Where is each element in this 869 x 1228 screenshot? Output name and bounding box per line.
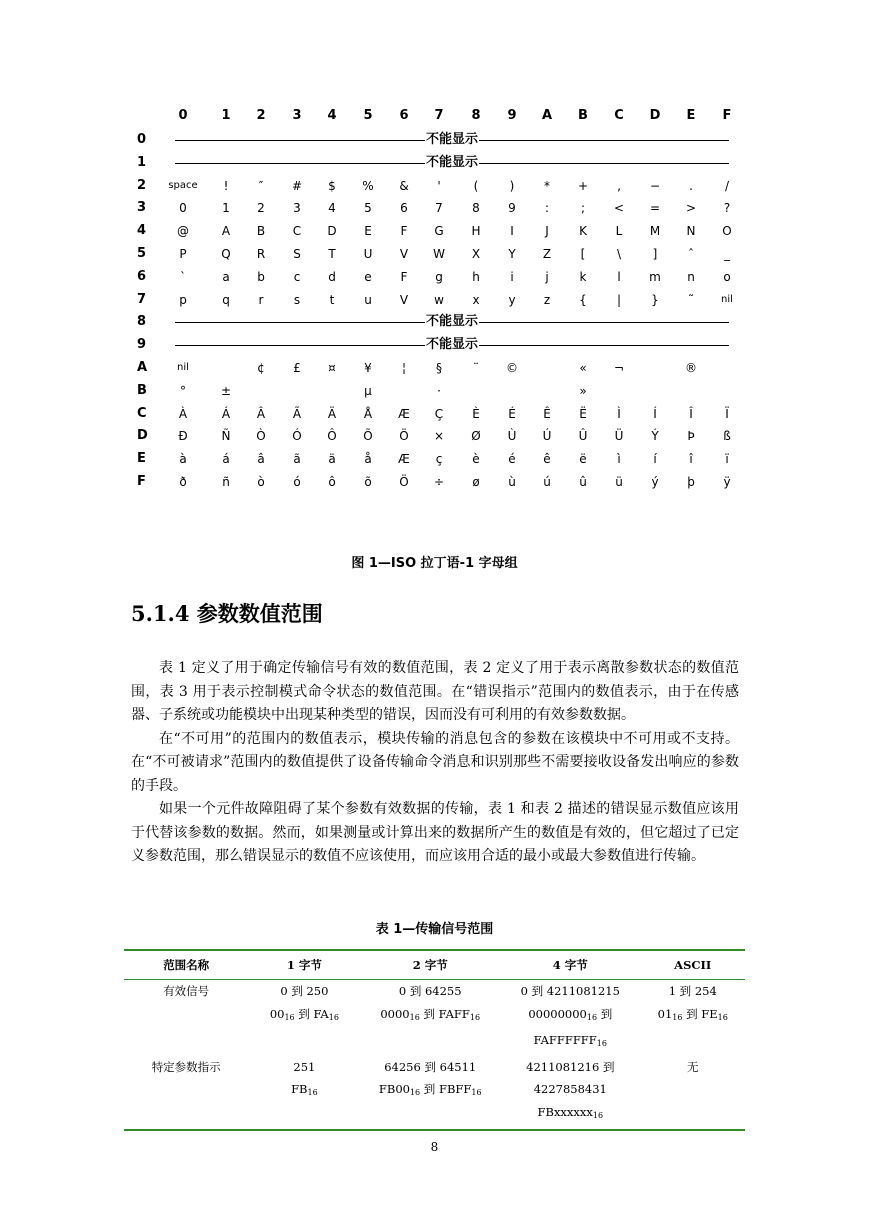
char-cell: p	[179, 292, 187, 307]
char-cell: è	[472, 452, 480, 467]
column-header: C	[614, 108, 624, 123]
row-label: 4	[137, 223, 147, 239]
char-cell: L	[615, 224, 623, 239]
char-cell: space	[168, 179, 198, 191]
char-cell: )	[509, 178, 515, 193]
not-displayable-label: 不能显示	[425, 154, 479, 170]
char-cell: I	[510, 224, 514, 239]
header-2-byte: 2 字节	[360, 950, 500, 980]
char-cell: Ê	[543, 406, 551, 421]
char-cell: ê	[543, 452, 551, 467]
char-cell: a	[222, 269, 230, 284]
char-cell: $	[328, 178, 336, 193]
char-cell: c	[293, 269, 301, 284]
char-cell: Æ	[398, 406, 410, 421]
char-cell: Æ	[398, 452, 410, 467]
char-cell: u	[364, 292, 372, 307]
iso-latin1-charset-table	[0, 0, 869, 500]
char-cell: á	[222, 452, 230, 467]
char-cell: ±	[220, 383, 232, 398]
char-cell: Ë	[579, 406, 587, 421]
char-cell: Í	[653, 406, 657, 421]
char-cell: >	[685, 201, 697, 216]
char-cell: û	[579, 475, 587, 489]
row-label: A	[137, 360, 148, 375]
char-cell: Ö	[399, 475, 409, 489]
char-cell: ®	[685, 361, 697, 375]
char-cell: ¨	[473, 361, 479, 375]
char-cell: |	[616, 292, 622, 307]
char-cell: e	[364, 269, 372, 284]
char-cell: ô	[328, 475, 336, 489]
char-cell: ë	[579, 452, 587, 467]
column-header: 2	[256, 108, 266, 123]
char-cell: Û	[578, 429, 588, 444]
char-cell: ì	[617, 452, 621, 467]
char-cell: U	[363, 247, 373, 261]
char-cell: «	[579, 361, 587, 375]
cell-ascii: 1 到 254 $01_{16}$ 到 $FE_{16}$	[657, 984, 728, 1022]
not-displayable-label: 不能显示	[425, 132, 479, 147]
char-cell: W	[433, 247, 445, 261]
column-header: 8	[471, 108, 481, 123]
char-cell: ü	[615, 475, 623, 489]
char-cell: x	[472, 292, 480, 307]
char-cell: /	[724, 178, 730, 193]
page-number: 8	[430, 1140, 439, 1154]
char-cell: Ç	[434, 406, 444, 421]
char-cell: }	[651, 292, 659, 307]
header-range-name: 范围名称	[124, 950, 248, 980]
char-cell: ÿ	[723, 475, 731, 489]
char-cell: 5	[364, 201, 372, 216]
char-cell: È	[472, 406, 480, 421]
cell-2-byte: 0 到 64255 $0000_{16}$ 到 $FAFF_{16}$	[380, 984, 481, 1022]
char-cell: O	[722, 224, 732, 239]
char-cell: `	[180, 269, 186, 284]
row-label: F	[137, 474, 146, 489]
char-cell: Ã	[292, 406, 302, 421]
char-cell: Ú	[542, 429, 552, 444]
row-label: B	[137, 382, 147, 398]
char-cell: Â	[256, 406, 266, 421]
char-cell: _	[724, 247, 730, 261]
char-cell: l	[617, 269, 621, 284]
column-header: 7	[434, 108, 444, 123]
char-cell: ¦	[401, 361, 407, 375]
char-cell: F	[400, 269, 408, 284]
row-name-special-parameter: 特定参数指示	[124, 1056, 248, 1131]
char-cell: F	[400, 224, 408, 239]
char-cell: À	[178, 406, 188, 421]
column-header: 9	[507, 108, 517, 123]
char-cell: J	[545, 224, 549, 239]
char-cell: ″	[258, 178, 264, 193]
row-label: 7	[137, 291, 147, 307]
char-cell: ?	[723, 201, 731, 216]
char-cell: d	[328, 269, 336, 284]
char-cell: (	[473, 178, 479, 193]
char-cell: Ï	[725, 406, 729, 421]
char-cell: 8	[472, 201, 480, 216]
char-cell: {	[579, 292, 587, 307]
row-label: 8	[137, 314, 147, 330]
char-cell: X	[471, 247, 481, 261]
char-cell: #	[291, 178, 303, 193]
char-cell: å	[364, 452, 372, 467]
body-paragraphs	[131, 657, 739, 869]
char-cell: 4	[328, 201, 336, 216]
char-cell: y	[508, 292, 516, 307]
not-displayable-range	[175, 132, 729, 148]
cell-1-byte: 251 $FB_{16}$	[248, 1056, 360, 1131]
char-cell: j	[545, 269, 549, 284]
char-cell: q	[222, 292, 230, 307]
char-cell: ˜	[688, 292, 694, 307]
signal-range-table	[124, 949, 745, 1131]
char-cell: w	[434, 292, 444, 307]
cell-2-byte: 64256 到 64511 $FB00_{16}$ 到 $FBFF_{16}$	[360, 1056, 500, 1131]
char-cell: ç	[435, 452, 443, 467]
row-label: D	[137, 428, 148, 444]
column-header: 4	[327, 108, 337, 123]
char-cell: Ô	[327, 429, 337, 444]
char-cell: Ý	[651, 429, 659, 444]
row-label: 9	[137, 337, 147, 353]
paragraph-1: 表 1 定义了用于确定传输信号有效的数值范围，表 2 定义了用于表示离散参数状态的数值范围，表 3 用于表示控制模式命令状态的数值范围。在“错误指示”范围内的数值表示，由于在传感器、子系统或功能模块中出现某种类型的错误，因而没有可利用的有效参数数据。	[131, 660, 739, 723]
char-cell: k	[579, 269, 587, 284]
char-cell: Ö	[399, 429, 409, 444]
char-cell: m	[649, 269, 661, 284]
char-cell: ¬	[613, 361, 625, 375]
char-cell: £	[293, 361, 301, 375]
char-cell: 0	[179, 201, 187, 216]
char-cell: é	[508, 452, 516, 467]
char-cell: M	[649, 224, 661, 239]
char-cell: i	[510, 269, 514, 284]
row-name-valid-signal: 有效信号	[163, 984, 210, 998]
not-displayable-range	[175, 337, 729, 353]
char-cell: í	[653, 452, 657, 467]
cell-4-byte: 4211081216 到 4227858431 FBxxxxxx$_{16}$	[500, 1056, 640, 1131]
row-label: 1	[137, 154, 147, 170]
char-cell: G	[434, 224, 444, 239]
char-cell: z	[543, 292, 551, 307]
char-cell: î	[689, 452, 693, 467]
char-cell: %	[362, 178, 374, 193]
column-header: E	[686, 108, 696, 123]
char-cell: §	[436, 361, 442, 375]
char-cell: Q	[221, 247, 231, 261]
row-label: 5	[137, 246, 147, 261]
char-cell: T	[328, 247, 336, 261]
row-label: 6	[137, 268, 147, 284]
char-cell: Ó	[292, 429, 302, 444]
char-cell: »	[579, 383, 587, 398]
paragraph-3: 如果一个元件故障阻碍了某个参数有效数据的传输，表 1 和表 2 描述的错误显示数值应该用于代替该参数的数据。然而，如果测量或计算出来的数据所产生的数值是有效的，但它超过了已定义参数范围，那么错误显示的数值不应该使用，而应该用合适的最小或最大参数值进行传输。	[131, 801, 739, 864]
char-cell: Ì	[617, 406, 621, 421]
column-header: F	[722, 108, 732, 123]
table-row	[124, 1056, 745, 1131]
char-cell: ã	[293, 452, 301, 467]
column-header: 3	[292, 108, 302, 123]
char-cell: E	[364, 224, 372, 239]
char-cell: ý	[651, 475, 659, 489]
char-cell: r	[258, 292, 264, 307]
char-cell: µ	[364, 383, 372, 398]
char-cell: Ñ	[221, 429, 231, 444]
char-cell: Ð	[178, 429, 188, 444]
char-cell: Þ	[687, 429, 695, 444]
char-cell: þ	[687, 475, 695, 489]
section-heading: 5.1.4 参数数值范围	[131, 601, 323, 626]
cell-1-byte: 0 到 250 $00_{16}$ 到 $FA_{16}$	[269, 984, 339, 1022]
char-cell: s	[293, 292, 301, 307]
char-cell: Ù	[507, 429, 517, 444]
char-cell: Ø	[471, 429, 481, 444]
char-cell: [	[580, 247, 586, 261]
char-cell: S	[293, 247, 301, 261]
column-header: D	[649, 108, 661, 123]
figure-caption: 图 1—ISO 拉丁语-1 字母组	[351, 556, 518, 571]
char-cell: ó	[293, 475, 301, 489]
table-row	[124, 980, 745, 1056]
char-cell: 3	[293, 201, 301, 216]
row-label: C	[137, 405, 147, 421]
char-cell: õ	[364, 475, 372, 489]
column-header: 0	[178, 108, 188, 123]
row-label: 3	[137, 200, 147, 216]
char-cell: â	[257, 452, 265, 467]
char-cell: −	[649, 178, 661, 193]
char-cell: B	[256, 224, 266, 239]
column-header: A	[541, 108, 553, 123]
char-cell: D	[327, 224, 337, 239]
char-cell: ù	[508, 475, 516, 489]
char-cell: g	[435, 269, 443, 284]
char-cell: +	[577, 178, 589, 193]
char-cell: H	[471, 224, 481, 239]
char-cell: ·	[437, 383, 441, 398]
cell-ascii: 无	[641, 1056, 746, 1131]
char-cell: <	[613, 201, 625, 216]
char-cell: 9	[508, 201, 516, 216]
char-cell: ˆ	[688, 247, 694, 261]
header-1-byte: 1 字节	[248, 950, 360, 980]
char-cell: ]	[652, 247, 658, 261]
cell-4-byte: 0 到 4211081215 $00000000_{16}$ 到 $FAFFFFFF_{16}$	[520, 984, 620, 1048]
char-cell: 6	[400, 201, 408, 216]
paragraph-2: 在“不可用”的范围内的数值表示，模块传输的消息包含的参数在该模块中不可用或不支持。在“不可被请求”范围内的数值提供了设备传输命令消息和识别那些不需要接收设备发出响应的参数的手段。	[131, 730, 739, 794]
char-cell: ¤	[328, 361, 336, 375]
char-cell: V	[399, 292, 409, 307]
char-cell: à	[179, 452, 187, 467]
char-cell: ,	[617, 178, 621, 193]
char-cell: Á	[221, 406, 231, 421]
char-cell: ;	[580, 201, 586, 216]
char-cell: 7	[435, 201, 443, 216]
char-cell: A	[221, 224, 231, 239]
char-cell: ú	[543, 475, 551, 489]
char-cell: Ä	[327, 406, 337, 421]
char-cell: ä	[328, 452, 336, 467]
char-cell: ©	[506, 361, 518, 375]
char-cell: t	[329, 292, 335, 307]
char-cell: !	[223, 178, 229, 193]
char-cell: b	[257, 269, 265, 284]
column-header: B	[578, 108, 588, 123]
char-cell: Ò	[256, 429, 266, 444]
char-cell: V	[399, 247, 409, 261]
char-cell: K	[579, 224, 587, 239]
char-cell: Å	[363, 406, 373, 421]
char-cell: *	[544, 178, 550, 193]
char-cell: R	[256, 247, 266, 261]
char-cell: ï	[725, 452, 729, 467]
char-cell: n	[687, 269, 695, 284]
char-cell: h	[472, 269, 480, 284]
char-cell: ×	[433, 429, 445, 444]
not-displayable-range	[175, 155, 729, 171]
not-displayable-label: 不能显示	[425, 337, 479, 353]
char-cell: ñ	[222, 475, 230, 489]
table-header-row	[124, 950, 745, 980]
char-cell: @	[177, 224, 189, 239]
char-cell: °	[180, 383, 186, 398]
char-cell: C	[292, 224, 302, 239]
char-cell: ø	[472, 475, 480, 489]
char-cell: N	[686, 224, 696, 239]
char-cell: =	[649, 201, 661, 216]
char-cell: Î	[689, 406, 693, 421]
char-cell: Ü	[614, 429, 624, 444]
char-cell: Õ	[363, 429, 373, 444]
char-cell: \	[616, 247, 622, 261]
table-caption: 表 1—传输信号范围	[375, 922, 494, 937]
char-cell: :	[544, 201, 550, 216]
char-cell: ß	[723, 429, 731, 444]
header-4-byte: 4 字节	[500, 950, 640, 980]
char-cell: ÷	[433, 475, 445, 489]
column-header: 5	[363, 108, 373, 123]
header-ascii: ASCII	[641, 950, 746, 980]
char-cell: ò	[257, 475, 265, 489]
char-cell: ¢	[257, 361, 265, 375]
char-cell: 1	[222, 201, 230, 216]
char-cell: ¥	[364, 361, 372, 375]
char-cell: 2	[257, 201, 265, 216]
char-cell: .	[689, 178, 693, 193]
char-cell: nil	[721, 293, 733, 305]
char-cell: &	[399, 178, 409, 193]
column-header: 1	[221, 108, 231, 123]
row-label: 2	[137, 177, 147, 193]
char-cell: Z	[542, 247, 552, 261]
not-displayable-label: 不能显示	[425, 314, 479, 330]
column-header: 6	[399, 108, 409, 123]
row-label: 0	[137, 132, 147, 147]
char-cell: nil	[177, 362, 189, 373]
char-cell: É	[508, 406, 516, 421]
char-cell: '	[437, 178, 441, 193]
char-cell: ð	[179, 475, 187, 489]
char-cell: P	[179, 247, 187, 261]
char-cell: o	[723, 269, 731, 284]
not-displayable-range	[175, 314, 729, 330]
row-label: E	[137, 451, 146, 467]
char-cell: Y	[508, 247, 516, 261]
